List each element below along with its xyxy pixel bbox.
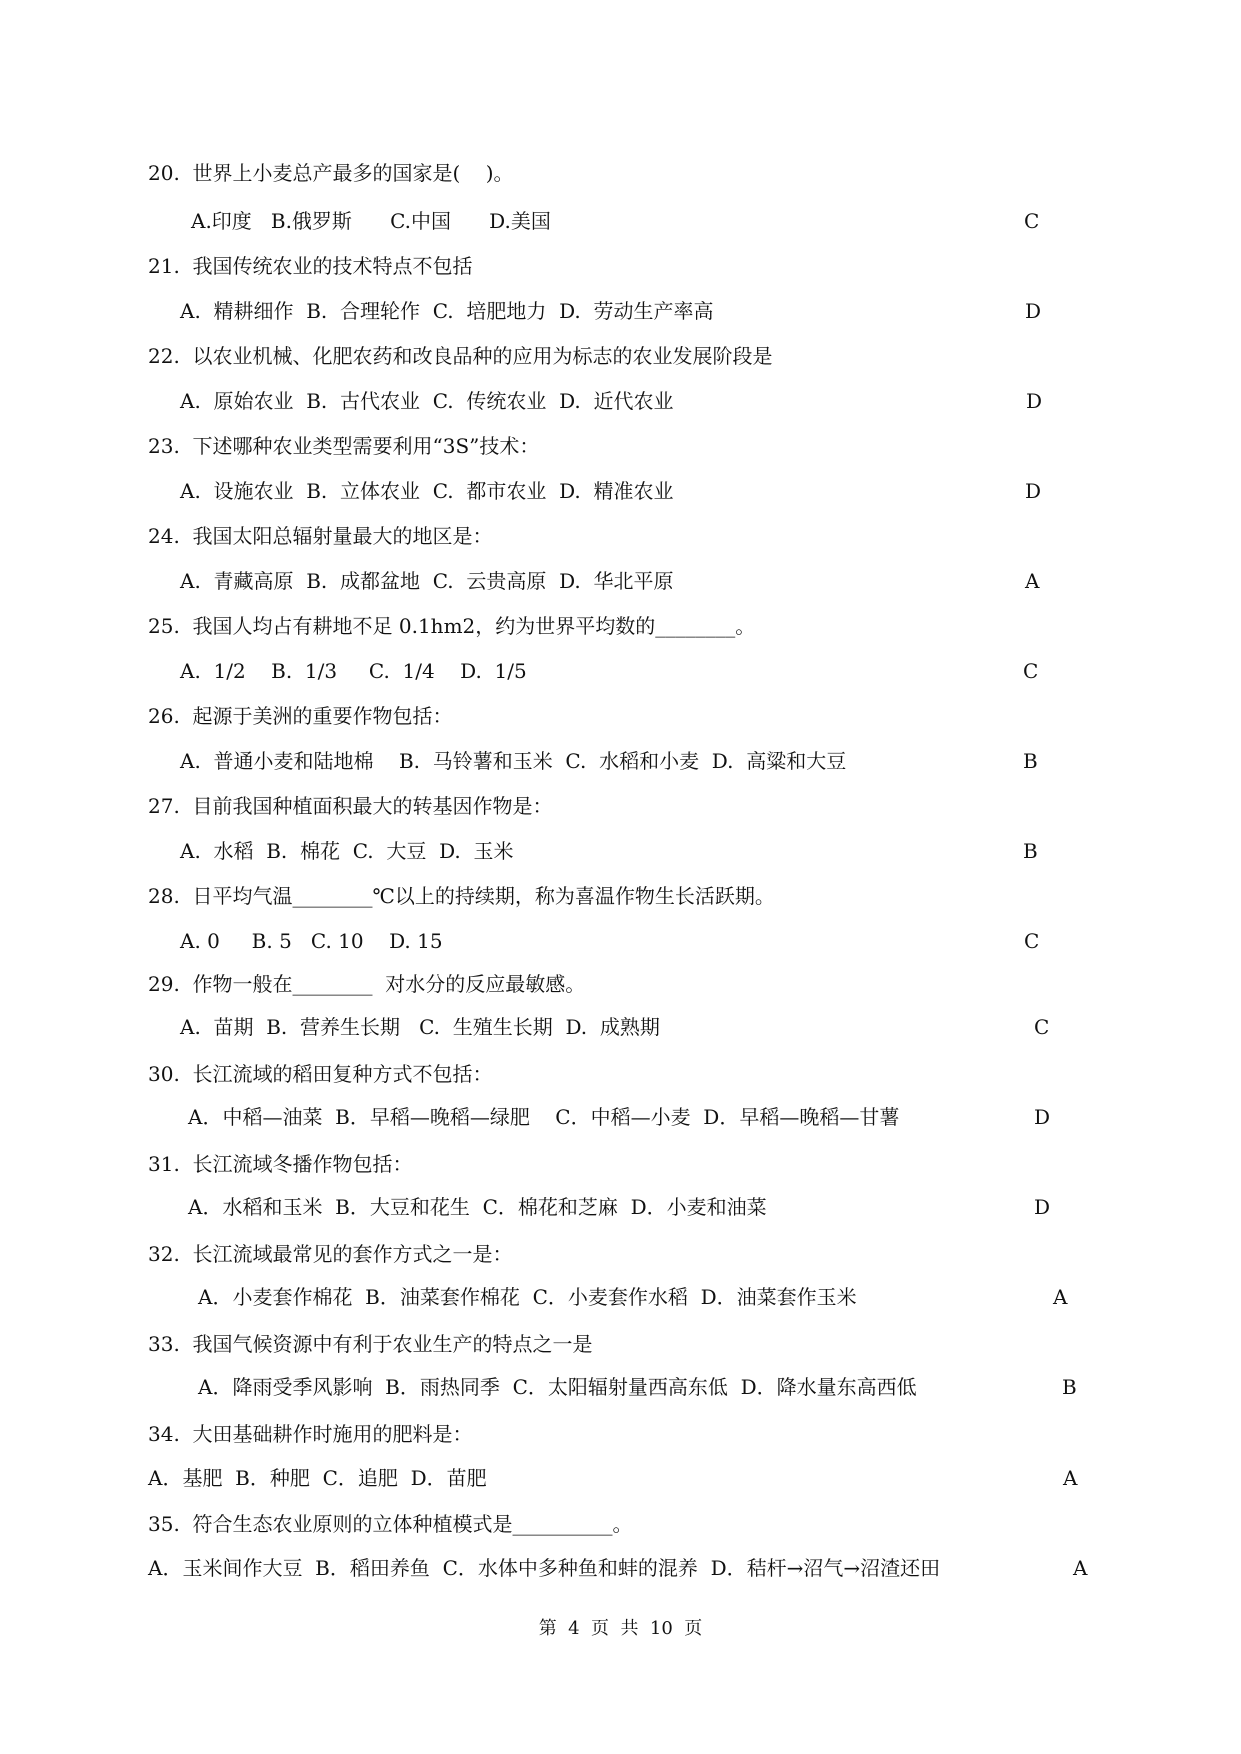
question-30: 30. 长江流域的稻田复种方式不包括： xyxy=(148,1062,493,1086)
answer-24: A xyxy=(1025,569,1040,593)
options-28: A. 0 B. 5 C. 10 D. 15 xyxy=(180,929,443,953)
answer-21: D xyxy=(1025,299,1042,323)
options-32: A．小麦套作棉花 B．油菜套作棉花 C．小麦套作水稻 D．油菜套作玉米 xyxy=(198,1285,857,1309)
question-25: 25. 我国人均占有耕地不足 0.1hm2，约为世界平均数的________。 xyxy=(148,614,756,638)
question-24: 24. 我国太阳总辐射量最大的地区是： xyxy=(148,524,493,548)
answer-23: D xyxy=(1025,479,1042,503)
options-20: A.印度 B.俄罗斯 C.中国 D.美国 xyxy=(191,209,551,233)
options-26: A. 普通小麦和陆地棉 B. 马铃薯和玉米 C. 水稻和小麦 D. 高粱和大豆 xyxy=(180,749,847,773)
question-32: 32. 长江流域最常见的套作方式之一是： xyxy=(148,1242,513,1266)
options-31: A．水稻和玉米 B．大豆和花生 C．棉花和芝麻 D．小麦和油菜 xyxy=(188,1195,767,1219)
options-25: A. 1/2 B. 1/3 C. 1/4 D. 1/5 xyxy=(180,659,527,683)
options-30: A．中稻—油菜 B．早稻—晚稻—绿肥 C．中稻—小麦 D．早稻—晚稻—甘薯 xyxy=(188,1105,900,1129)
options-27: A. 水稻 B. 棉花 C. 大豆 D. 玉米 xyxy=(180,839,514,863)
question-29: 29. 作物一般在________ 对水分的反应最敏感。 xyxy=(148,972,586,996)
answer-33: B xyxy=(1062,1375,1077,1399)
answer-25: C xyxy=(1023,659,1039,683)
answer-27: B xyxy=(1023,839,1038,863)
answer-28: C xyxy=(1024,929,1040,953)
answer-30: D xyxy=(1034,1105,1051,1129)
options-33: A．降雨受季风影响 B．雨热同季 C．太阳辐射量西高东低 D．降水量东高西低 xyxy=(198,1375,917,1399)
options-34: A．基肥 B．种肥 C．追肥 D．苗肥 xyxy=(148,1466,487,1490)
question-33: 33. 我国气候资源中有利于农业生产的特点之一是 xyxy=(148,1332,593,1356)
question-20: 20. 世界上小麦总产最多的国家是( )。 xyxy=(148,161,514,185)
options-22: A. 原始农业 B. 古代农业 C. 传统农业 D. 近代农业 xyxy=(180,389,674,413)
options-23: A. 设施农业 B. 立体农业 C. 都市农业 D. 精准农业 xyxy=(180,479,674,503)
question-31: 31. 长江流域冬播作物包括： xyxy=(148,1152,413,1176)
options-35: A．玉米间作大豆 B．稻田养鱼 C．水体中多种鱼和蚌的混养 D．秸杆→沼气→沼渣还田 xyxy=(148,1556,941,1580)
question-27: 27. 目前我国种植面积最大的转基因作物是： xyxy=(148,794,553,818)
page-footer: 第 4 页 共 10 页 xyxy=(538,1618,703,1639)
question-21: 21. 我国传统农业的技术特点不包括 xyxy=(148,254,473,278)
options-21: A. 精耕细作 B. 合理轮作 C. 培肥地力 D. 劳动生产率高 xyxy=(180,299,714,323)
question-28: 28. 日平均气温________℃以上的持续期，称为喜温作物生长活跃期。 xyxy=(148,884,775,908)
answer-32: A xyxy=(1053,1285,1068,1309)
answer-22: D xyxy=(1026,389,1043,413)
question-34: 34. 大田基础耕作时施用的肥料是： xyxy=(148,1422,473,1446)
options-29: A. 苗期 B. 营养生长期 C. 生殖生长期 D. 成熟期 xyxy=(180,1015,660,1039)
options-24: A. 青藏高原 B. 成都盆地 C. 云贵高原 D. 华北平原 xyxy=(180,569,674,593)
answer-31: D xyxy=(1034,1195,1051,1219)
answer-35: A xyxy=(1073,1556,1088,1580)
question-23: 23. 下述哪种农业类型需要利用“3S”技术： xyxy=(148,434,540,458)
question-22: 22. 以农业机械、化肥农药和改良品种的应用为标志的农业发展阶段是 xyxy=(148,344,773,368)
question-26: 26. 起源于美洲的重要作物包括： xyxy=(148,704,453,728)
answer-26: B xyxy=(1023,749,1038,773)
answer-34: A xyxy=(1063,1466,1078,1490)
answer-29: C xyxy=(1034,1015,1050,1039)
question-35: 35. 符合生态农业原则的立体种植模式是__________。 xyxy=(148,1512,633,1536)
answer-20: C xyxy=(1024,209,1040,233)
